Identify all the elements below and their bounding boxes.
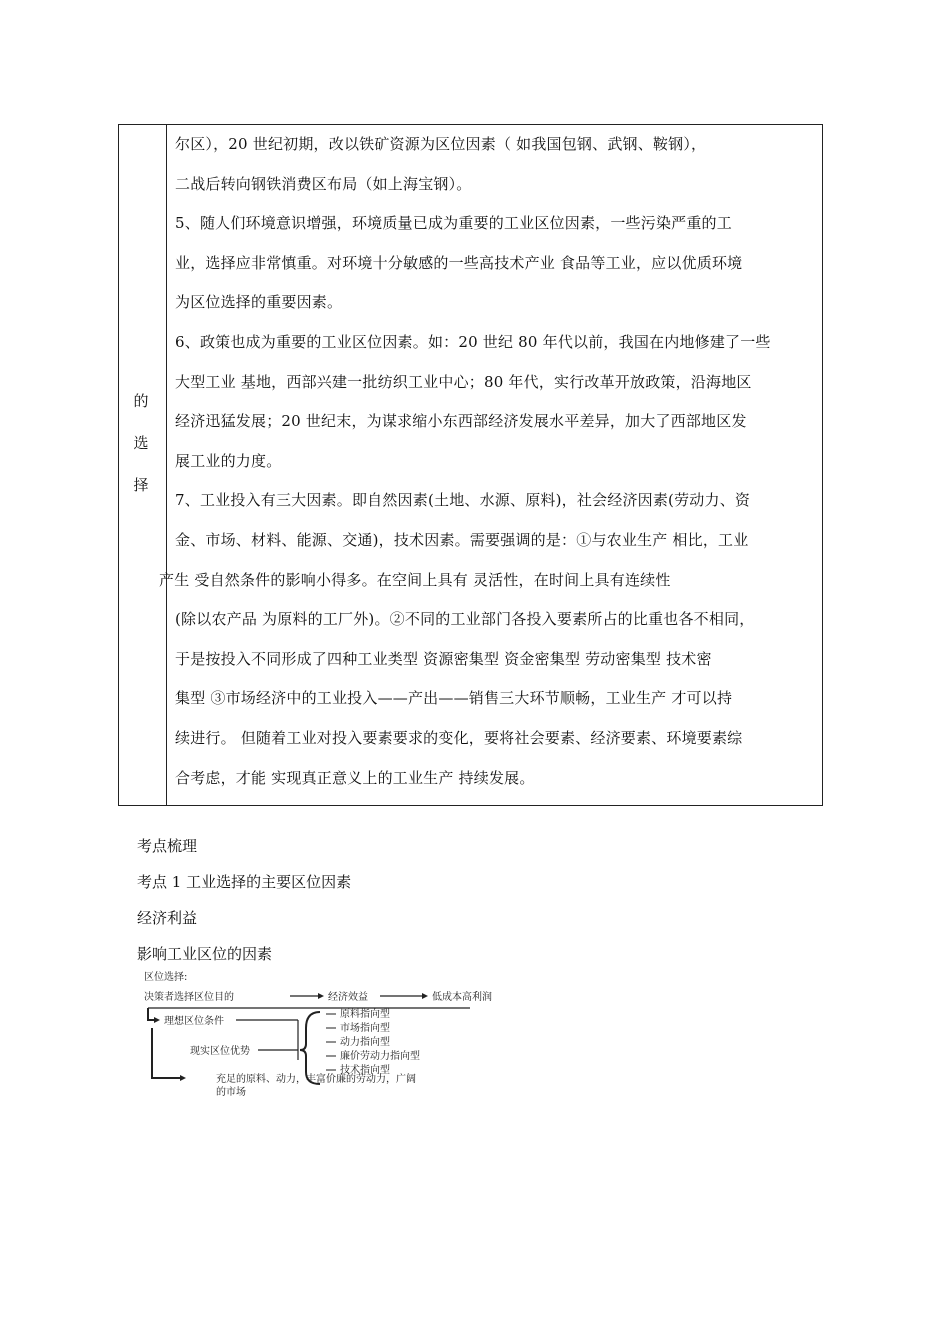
text-line: 产生 受自然条件的影响小得多。在空间上具有 灵活性，在时间上具有连续性: [159, 570, 671, 589]
text-line: 展工业的力度。: [175, 451, 282, 470]
diagram-profit: 低成本高利润: [432, 992, 492, 1003]
arrow-head: [180, 1075, 186, 1081]
left-col-char: 的: [133, 392, 149, 410]
table-content: [159, 125, 815, 798]
diagram-goal: 决策者选择区位目的: [144, 992, 234, 1003]
diagram-bottom: 的市场: [216, 1087, 246, 1098]
text-line: 金、市场、材料、能源、交通)，技术因素。需要强调的是：①与农业生产 相比，工业: [175, 530, 749, 549]
text-line: 5、随人们环境意识增强，环境质量已成为重要的工业区位因素，一些污染严重的工: [175, 214, 732, 233]
section-heading: 考点 1 工业选择的主要区位因素: [137, 873, 352, 891]
diagram-title: 区位选择:: [144, 972, 188, 983]
type-label: 原料指向型: [340, 1009, 390, 1020]
diagram-bottom: 充足的原料、动力，丰富价廉的劳动力，广阔: [216, 1074, 416, 1085]
type-label: 动力指向型: [340, 1037, 390, 1048]
left-col-char: 选: [133, 434, 149, 452]
section-heading: 经济利益: [137, 909, 198, 927]
section-heading: 考点梳理: [137, 837, 198, 855]
diagram-benefit: 经济效益: [328, 992, 368, 1003]
type-label: 市场指向型: [340, 1023, 390, 1034]
text-line: 大型工业 基地，西部兴建一批纺织工业中心；80 年代，实行改革开放政策，沿海地区: [175, 372, 752, 391]
bracket-line: [152, 1028, 180, 1078]
text-line: 于是按投入不同形成了四种工业类型 资源密集型 资金密集型 劳动密集型 技术密: [175, 649, 712, 668]
left-col-char: 择: [133, 476, 149, 494]
table-left-column: [119, 125, 167, 805]
text-line: 二战后转向钢铁消费区布局（如上海宝钢）。: [175, 174, 472, 193]
diagram-ideal: 理想区位条件: [164, 1016, 224, 1027]
text-line: 尔区），20 世纪初期，改以铁矿资源为区位因素（ 如我国包钢、武钢、鞍钢），: [175, 135, 707, 153]
text-line: 7、工业投入有三大因素。即自然因素(土地、水源、原料)，社会经济因素(劳动力、资: [175, 491, 751, 510]
section-heading: 影响工业区位的因素: [137, 945, 273, 963]
text-line: (除以农产品 为原料的工厂外)。②不同的工业部门各投入要素所占的比重也各不相同，: [175, 610, 755, 629]
text-line: 集型 ③市场经济中的工业投入——产出——销售三大环节顺畅，工业生产 才可以持: [175, 689, 733, 708]
bracket-line: [148, 1008, 154, 1020]
content-table: [118, 124, 823, 806]
diagram-real: 现实区位优势: [190, 1046, 250, 1057]
arrow-head: [318, 993, 324, 999]
arrow-head: [422, 993, 428, 999]
text-line: 续进行。 但随着工业对投入要素要求的变化，要将社会要素、经济要素、环境要素综: [175, 728, 743, 747]
text-line: 合考虑，才能 实现真正意义上的工业生产 持续发展。: [175, 768, 535, 787]
arrow-head: [154, 1017, 160, 1023]
text-line: 业，选择应非常慎重。对环境十分敏感的一些高技术产业 食品等工业，应以优质环境: [175, 253, 743, 272]
type-label: 技术指向型: [340, 1065, 390, 1076]
text-line: 为区位选择的重要因素。: [175, 293, 343, 312]
location-factors-diagram: [140, 968, 560, 1098]
text-line: 经济迅猛发展；20 世纪末，为谋求缩小东西部经济发展水平差异，加大了西部地区发: [175, 412, 747, 431]
type-label: 廉价劳动力指向型: [340, 1051, 420, 1062]
text-line: 6、政策也成为重要的工业区位因素。如：20 世纪 80 年代以前，我国在内地修建了一些: [175, 332, 771, 351]
